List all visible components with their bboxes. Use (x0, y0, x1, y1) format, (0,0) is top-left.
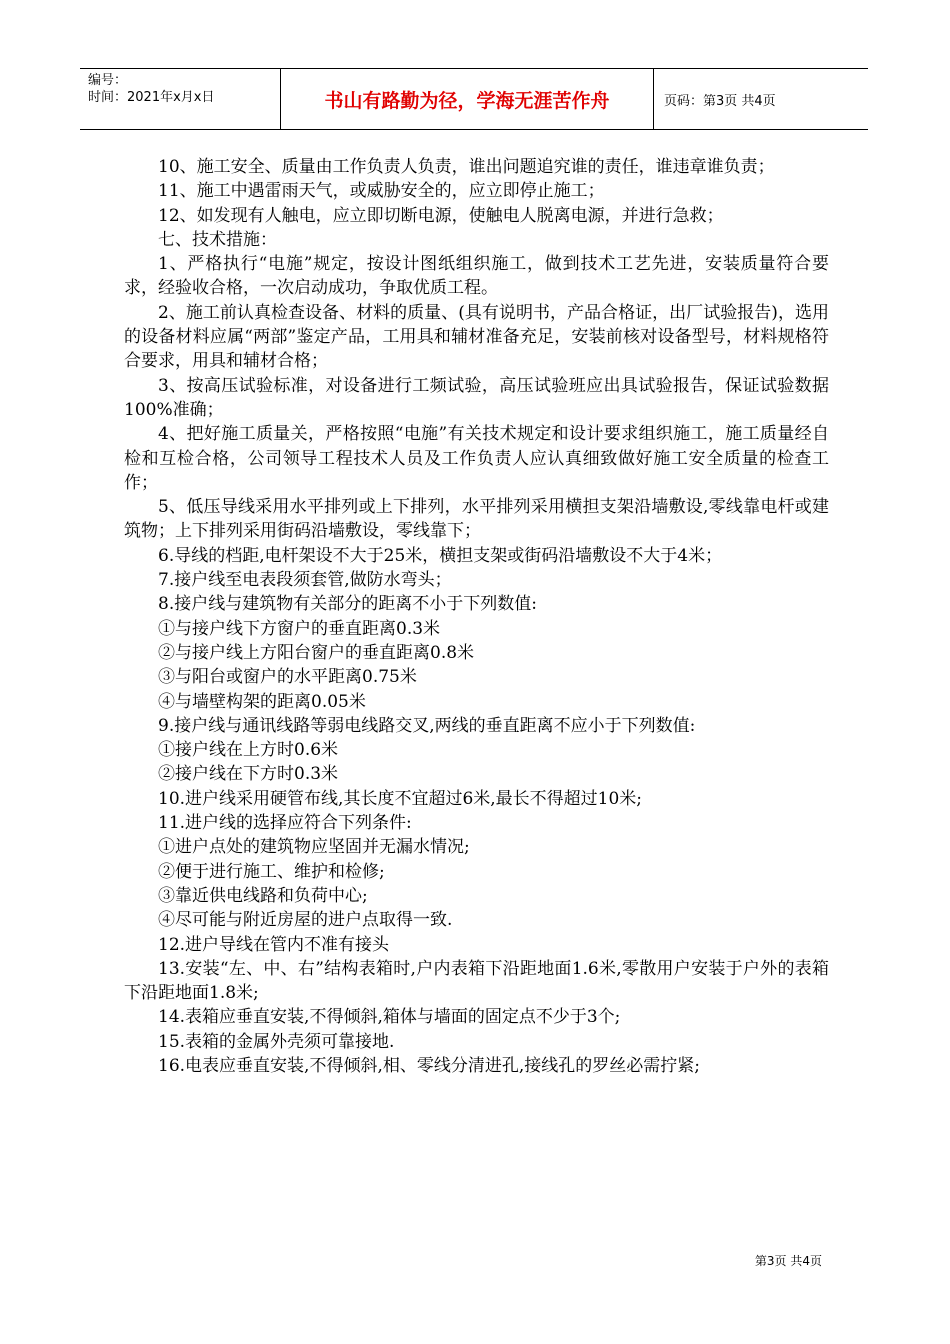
paragraph: 1、严格执行“电施”规定，按设计图纸组织施工，做到技术工艺先进，安装质量符合要求，经验收合格，一次启动成功，争取优质工程。 (124, 254, 829, 299)
list-item: ②接户线在下方时0.3米 (158, 764, 339, 785)
paragraph: 12.进户导线在管内不准有接头 (158, 934, 390, 955)
header-meta (80, 69, 281, 129)
paragraph: 6.导线的档距,电杆架设不大于25米，横担支架或街码沿墙敷设不大于4米； (158, 545, 723, 566)
paragraph: 14.表箱应垂直安装,不得倾斜,箱体与墙面的固定点不少于3个; (158, 1007, 621, 1028)
list-item: ①进户点处的建筑物应坚固并无漏水情况; (158, 837, 470, 858)
header-motto: 书山有路勤为径，学海无涯苦作舟 (281, 69, 654, 129)
list-item: ③靠近供电线路和负荷中心; (158, 885, 368, 906)
list-item: ①接户线在上方时0.6米 (158, 740, 339, 761)
document-body (124, 155, 829, 1078)
list-item: ②与接户线上方阳台窗户的垂直距离0.8米 (158, 642, 475, 663)
page-footer: 第3页 共4页 (754, 1254, 822, 1268)
list-item: ②便于进行施工、维护和检修; (158, 861, 385, 882)
list-item: ④尽可能与附近房屋的进户点取得一致. (158, 910, 453, 931)
paragraph: 7.接户线至电表段须套管,做防水弯头； (158, 570, 452, 591)
paragraph: 10、施工安全、质量由工作负责人负责，谁出问题追究谁的责任，谁违章谁负责； (158, 157, 775, 177)
paragraph: 12、如发现有人触电，应立即切断电源，使触电人脱离电源，并进行急救； (158, 205, 724, 226)
page-header (80, 68, 868, 130)
paragraph: 11.进户线的选择应符合下列条件: (158, 813, 412, 834)
paragraph: 15.表箱的金属外壳须可靠接地. (158, 1031, 395, 1052)
paragraph: 16.电表应垂直安装,不得倾斜,相、零线分清进孔,接线孔的罗丝必需拧紧; (158, 1055, 700, 1076)
list-item: ④与墙壁构架的距离0.05米 (158, 691, 366, 712)
header-page-label: 页码：第3页 共4页 (664, 93, 776, 109)
document-time-label: 时间：2021年x月x日 (88, 90, 215, 105)
paragraph: 3、按高压试验标准，对设备进行工频试验，高压试验班应出具试验报告，保证试验数据100%准确； (124, 375, 829, 420)
paragraph: 11、施工中遇雷雨天气，或威胁安全的，应立即停止施工； (158, 181, 605, 202)
paragraph: 2、施工前认真检查设备、材料的质量、(具有说明书，产品合格证，出厂试验报告)，选用的设备材料应属“两部”鉴定产品，工用具和辅材准备充足，安装前核对设备型号，材料规格符合要求，用具和辅材合格； (124, 302, 829, 372)
paragraph: 5、低压导线采用水平排列或上下排列，水平排列采用横担支架沿墙敷设,零线靠电杆或建筑物；上下排列采用街码沿墙敷设，零线靠下； (124, 497, 829, 542)
section-heading: 七、技术措施： (158, 229, 277, 250)
paragraph: 9.接户线与通讯线路等弱电线路交叉,两线的垂直距离不应小于下列数值: (158, 715, 696, 736)
list-item: ③与阳台或窗户的水平距离0.75米 (158, 667, 417, 688)
paragraph: 13.安装“左、中、右”结构表箱时,户内表箱下沿距地面1.6米,零散用户安装于户外的表箱下沿距地面1.8米; (124, 958, 829, 1004)
paragraph: 10.进户线采用硬管布线,其长度不宜超过6米,最长不得超过10米; (158, 788, 643, 809)
paragraph: 4、把好施工质量关，严格按照“电施”有关技术规定和设计要求组织施工，施工质量经自检和互检合格，公司领导工程技术人员及工作负责人应认真细致做好施工安全质量的检查工作； (124, 424, 829, 493)
paragraph: 8.接户线与建筑物有关部分的距离不小于下列数值: (158, 594, 537, 615)
list-item: ①与接户线下方窗户的垂直距离0.3米 (158, 618, 441, 639)
document-number-label: 编号： (88, 73, 128, 88)
